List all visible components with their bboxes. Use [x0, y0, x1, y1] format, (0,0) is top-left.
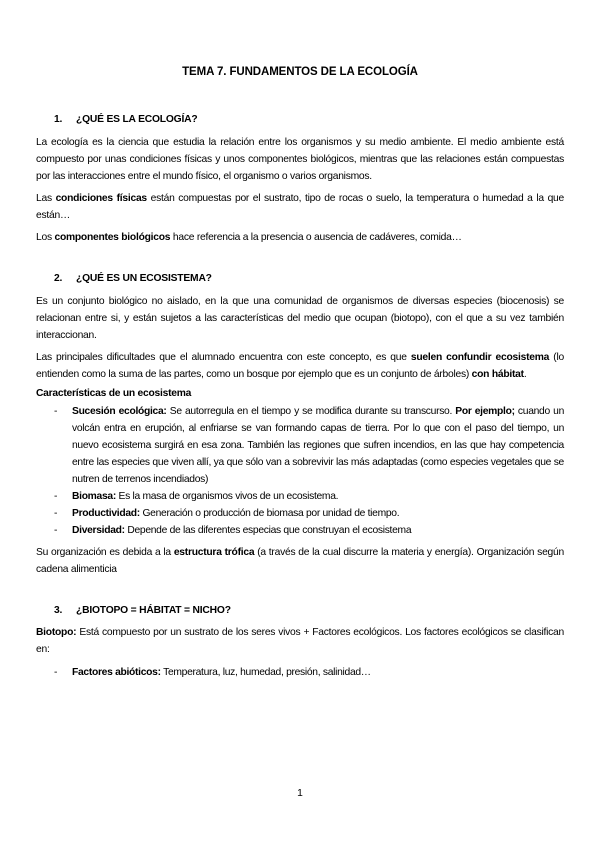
section-title: ¿QUÉ ES UN ECOSISTEMA?: [76, 273, 212, 284]
section-heading-ecosistema: [36, 273, 564, 284]
section-heading-biotopo: [36, 605, 564, 616]
list-item: - Factores abióticos: Temperatura, luz, humedad, presión, salinidad…: [54, 667, 371, 678]
caracteristicas-list: [36, 403, 564, 539]
item-label: Diversidad:: [72, 525, 125, 536]
bold-term: condiciones físicas: [55, 193, 147, 204]
page-content: [36, 62, 564, 681]
bold-term: componentes biológicos: [54, 232, 171, 243]
section-heading-ecologia: [36, 114, 564, 125]
bold-term: Biotopo:: [36, 627, 77, 638]
bold-term: estructura trófica: [173, 547, 255, 558]
list-item: - Sucesión ecológica: Se autorregula en el tiempo y se modifica durante su transcurso. Por ejemplo; cuando un volcán entra en erupción, al enfriarse se van formando capas de tierra. Por lo que con el paso del tiempo, un nuevo ecosistema surgirá en esa zona. También las regiones que sufren incendios, en las que hay competencia entre las especies que viven allí, ya que sólo van a sobrevivir las más adaptadas (como especies vegetales que se nutren de terrenos incendiados): [54, 406, 564, 485]
componentes-biologicos-paragraph: Los componentes biológicos hace referencia a la presencia o ausencia de cadáveres, comida…: [36, 232, 462, 243]
factores-list: [36, 664, 564, 681]
list-item: - Productividad: Generación o producción de biomasa por unidad de tiempo.: [54, 508, 400, 519]
caracteristicas-heading: Características de un ecosistema: [36, 388, 192, 399]
bold-term: Por ejemplo;: [455, 406, 515, 417]
item-label: Biomasa:: [72, 491, 116, 502]
document-title: TEMA 7. FUNDAMENTOS DE LA ECOLOGÍA: [182, 66, 418, 78]
item-label: Factores abióticos:: [72, 667, 161, 678]
ecologia-definition-paragraph: La ecología es la ciencia que estudia la relación entre los organismos y su medio ambiente. El medio ambiente está compuesto por unas condiciones físicas y unos componentes biológicos, mientras que las relaciones están compuestas por las interacciones entre el mundo físico, el organismo o varios organismos.: [36, 137, 564, 182]
organizacion-paragraph: Su organización es debida a la estructura trófica (a través de la cual discurre la materia y energía). Organización según cadena alimenticia: [36, 547, 564, 575]
biotopo-paragraph: Biotopo: Está compuesto por un sustrato de los seres vivos + Factores ecológicos. Los factores ecológicos se clasifican en:: [36, 627, 564, 655]
dificultades-paragraph: Las principales dificultades que el alumnado encuentra con este concepto, es que suelen confundir ecosistema (lo entienden como la suma de las partes, como un bosque por ejemplo que es un conjunto de árboles) con hábitat.: [36, 352, 565, 380]
list-item: - Diversidad: Depende de las diferentes especias que construyan el ecosistema: [54, 525, 412, 536]
page-number: 1: [297, 788, 303, 799]
section-number: 3.: [54, 605, 63, 616]
ecosistema-definition-paragraph: Es un conjunto biológico no aislado, en la que una comunidad de organismos de diversas especies (biocenosis) se relacionan entre si, y están sujetos a las características del medio que ocupan (biotopo), con el que a su vez también interaccionan.: [36, 296, 564, 341]
section-title: ¿QUÉ ES LA ECOLOGÍA?: [76, 114, 198, 125]
list-item: - Biomasa: Es la masa de organismos vivos de un ecosistema.: [54, 491, 339, 502]
section-number: 1.: [54, 114, 63, 125]
condiciones-fisicas-paragraph: Las condiciones físicas están compuestas por el sustrato, tipo de rocas o suelo, la temperatura o humedad a la que están…: [36, 193, 564, 221]
section-title: ¿BIOTOPO = HÁBITAT = NICHO?: [76, 605, 231, 616]
bold-term: con hábitat: [471, 369, 524, 380]
bold-term: suelen confundir ecosistema: [410, 352, 550, 363]
item-label: Productividad:: [72, 508, 140, 519]
item-label: Sucesión ecológica:: [72, 406, 167, 417]
section-number: 2.: [54, 273, 63, 284]
